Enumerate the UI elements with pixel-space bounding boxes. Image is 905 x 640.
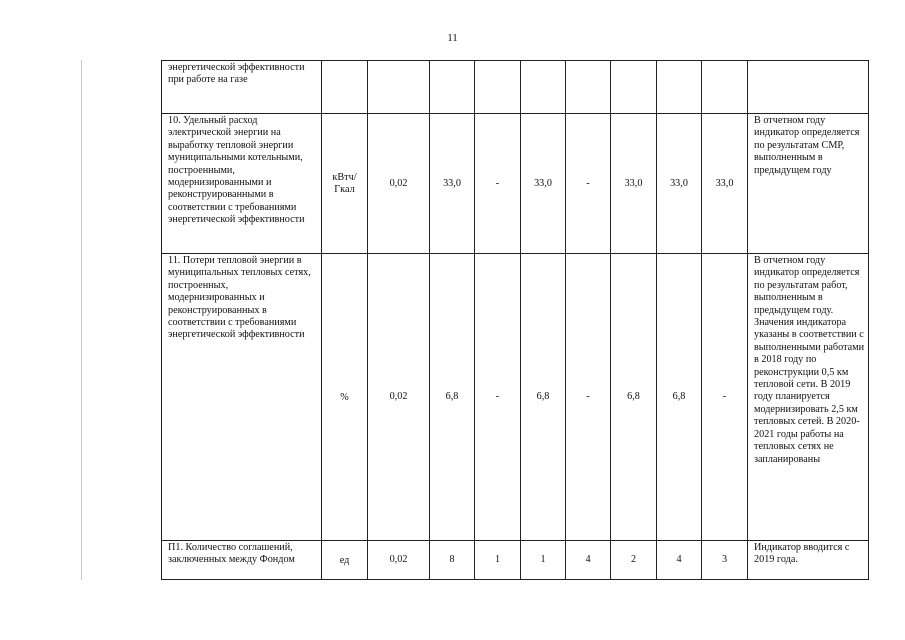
indicator-name: П1. Количество соглашений, заключенных между Фондом <box>162 541 322 580</box>
indicator-value: - <box>475 254 521 541</box>
indicator-value: 1 <box>475 541 521 580</box>
indicator-value: 2 <box>611 541 657 580</box>
table-row <box>162 254 869 541</box>
indicator-value: 33,0 <box>521 114 566 254</box>
indicator-value: 33,0 <box>611 114 657 254</box>
indicator-value: 6,8 <box>430 254 475 541</box>
indicator-value <box>566 61 611 114</box>
indicator-value: 1 <box>521 541 566 580</box>
indicator-note <box>748 61 869 114</box>
indicator-weight: 0,02 <box>368 541 430 580</box>
indicator-value <box>475 61 521 114</box>
indicator-weight <box>368 61 430 114</box>
indicator-value: 4 <box>657 541 702 580</box>
indicator-name: энергетической эффективности при работе на газе <box>162 61 322 114</box>
indicator-value: 33,0 <box>702 114 748 254</box>
indicator-value: - <box>566 114 611 254</box>
indicator-value <box>657 61 702 114</box>
indicator-unit: ед <box>322 541 368 580</box>
indicator-value: 33,0 <box>430 114 475 254</box>
table-row <box>162 61 869 114</box>
indicator-value: 4 <box>566 541 611 580</box>
indicator-value: 3 <box>702 541 748 580</box>
indicator-weight: 0,02 <box>368 254 430 541</box>
table-row <box>162 114 869 254</box>
indicator-value: - <box>702 254 748 541</box>
page-number: 11 <box>447 32 458 44</box>
indicator-weight: 0,02 <box>368 114 430 254</box>
indicator-note: В отчетном году индикатор определяется по результатам работ, выполненным в предыдущем году. Значения индикатора указаны в соответствии с выполненными работами в 2018 году по реконструкции 0,5 км тепловой сети. В 2019 году планируется модернизировать 2,5 км тепловых сетей. В 2020-2021 годы работы на тепловых сетях не запланированы <box>748 254 869 541</box>
table-row <box>162 541 869 580</box>
indicator-value <box>702 61 748 114</box>
indicator-name: 11. Потери тепловой энергии в муниципальных тепловых сетях, построенных, модернизированных и реконструированных в соответствии с требованиями энергетической эффективности <box>162 254 322 541</box>
indicator-note: В отчетном году индикатор определяется по результатам СМР, выполненным в предыдущем году <box>748 114 869 254</box>
indicator-value <box>611 61 657 114</box>
indicator-name: 10. Удельный расход электрической энергии на выработку тепловой энергии муниципальными котельными, построенными, модернизированными и реконструированными в соответствии с требованиями энергетической эффективности <box>162 114 322 254</box>
indicator-unit: кВтч/ Гкал <box>322 114 368 254</box>
indicator-value: 6,8 <box>611 254 657 541</box>
indicator-value <box>430 61 475 114</box>
indicator-value <box>521 61 566 114</box>
indicator-value: 8 <box>430 541 475 580</box>
indicator-value: 6,8 <box>657 254 702 541</box>
indicator-note: Индикатор вводится с 2019 года. <box>748 541 869 580</box>
indicator-value: - <box>566 254 611 541</box>
indicator-unit <box>322 61 368 114</box>
margin-line <box>81 60 82 580</box>
indicator-value: 33,0 <box>657 114 702 254</box>
indicator-value: - <box>475 114 521 254</box>
indicator-unit: % <box>322 254 368 541</box>
indicator-value: 6,8 <box>521 254 566 541</box>
indicators-table <box>161 60 869 580</box>
